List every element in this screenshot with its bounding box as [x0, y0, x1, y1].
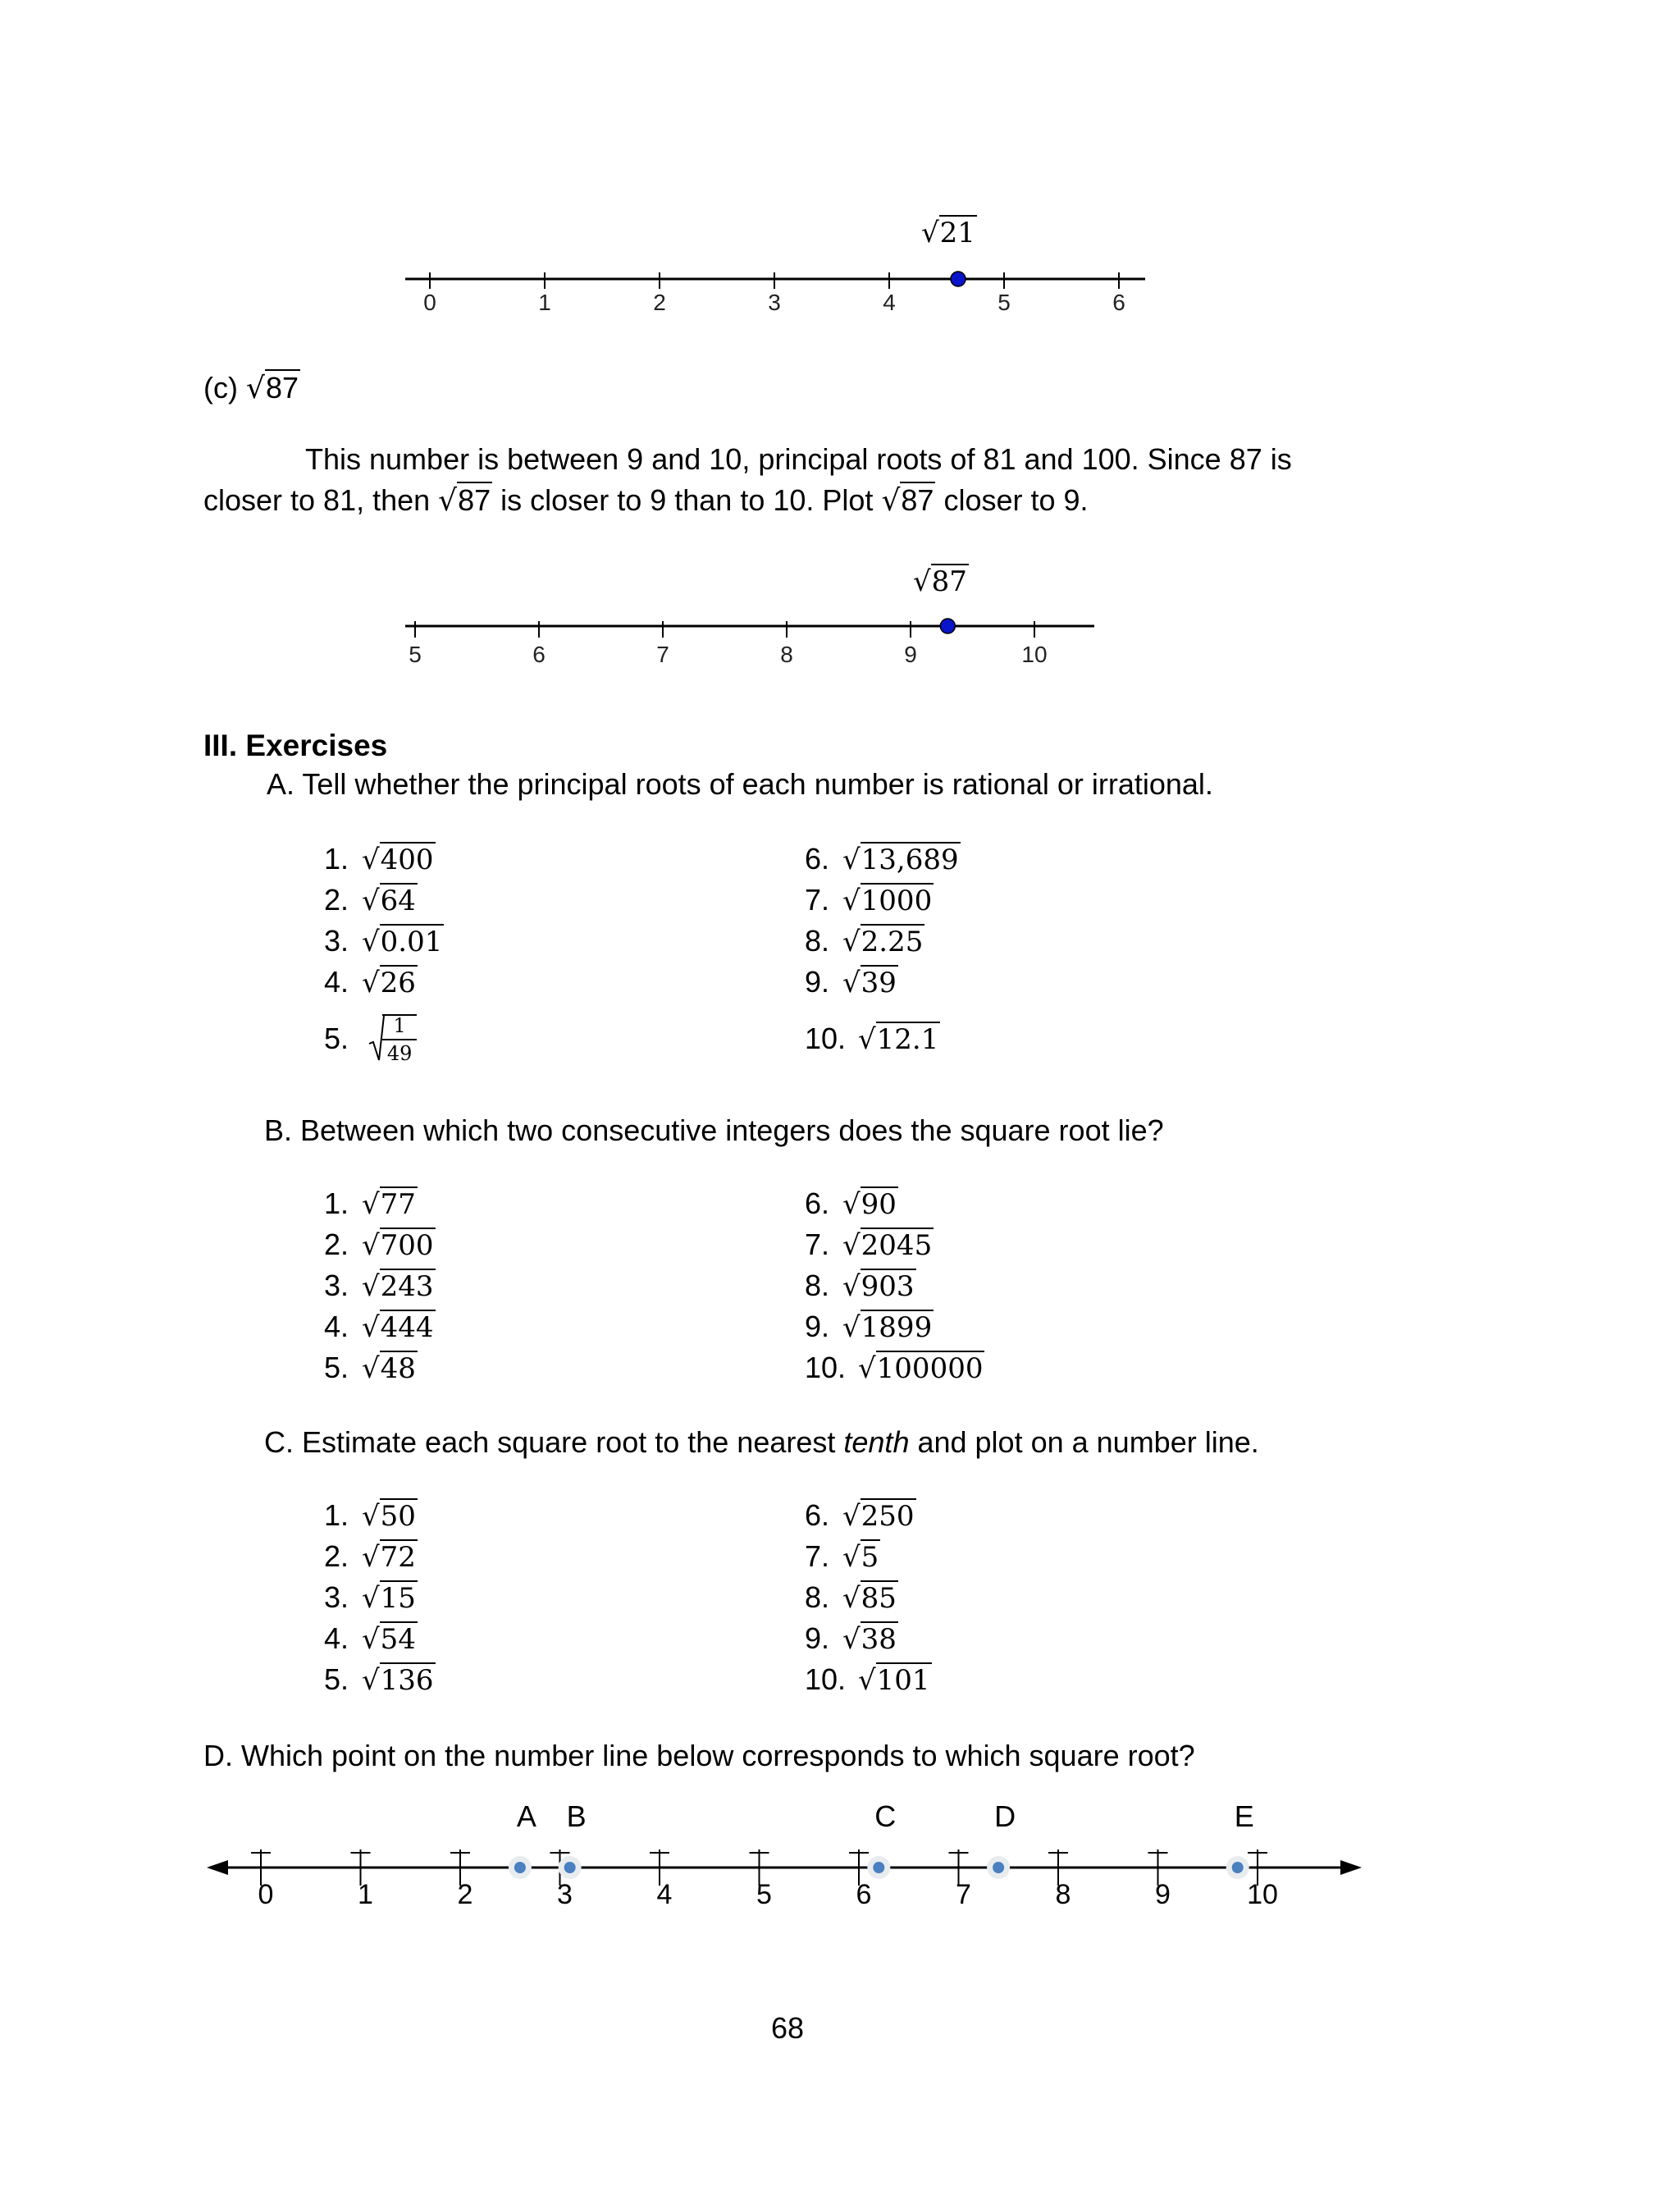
item-number: 7. — [805, 1228, 830, 1261]
radicand: 100000 — [876, 1352, 984, 1385]
item-number: 10. — [805, 1022, 847, 1055]
radicand: 15 — [380, 1582, 416, 1615]
radicand: 444 — [380, 1311, 434, 1344]
radical-sign-icon: √ — [842, 1270, 861, 1303]
tick-label: 10 — [1247, 1879, 1278, 1910]
radicand: 250 — [861, 1500, 915, 1533]
radical-sign-icon: √ — [362, 1623, 380, 1656]
radicand: 64 — [380, 885, 416, 917]
radical-sign-icon: √ — [842, 926, 861, 958]
item-number: 2. — [324, 1228, 349, 1261]
item-number: 1. — [324, 1498, 349, 1532]
exercise-item — [324, 1269, 436, 1303]
point-label: C — [874, 1799, 897, 1833]
radicand: 101 — [876, 1664, 930, 1697]
item-number: 3. — [324, 1580, 349, 1614]
section-d-instruction: D. Which point on the number line below corresponds to which square root? — [203, 1739, 1195, 1772]
item-number: 10. — [805, 1662, 847, 1696]
item-number: 4. — [324, 1310, 349, 1343]
radical-sign-icon: √ — [362, 1664, 380, 1697]
exercise-item — [324, 1498, 418, 1533]
radical-sign-icon: √ — [362, 1352, 380, 1385]
tick-label: 2 — [653, 290, 666, 315]
radical-sign-icon: √ — [858, 1023, 876, 1056]
section-a-instruction: A. Tell whether the principal roots of each number is rational or irrational. — [267, 767, 1213, 801]
tick-label: 6 — [1112, 290, 1125, 315]
radical-sign-icon: √ — [842, 1188, 861, 1221]
radical-sign-icon: √ — [842, 1311, 861, 1344]
item-number: 5. — [324, 1351, 349, 1384]
radicand: 903 — [861, 1270, 915, 1303]
exercise-item — [805, 1662, 932, 1697]
item-number: 9. — [805, 965, 830, 999]
radicand: 90 — [861, 1188, 897, 1221]
part-c-paragraph-line1: This number is between 9 and 10, principal roots of 81 and 100. Since 87 is — [305, 442, 1292, 476]
point-d — [993, 1862, 1004, 1873]
radical-sign-icon: √ — [362, 1311, 380, 1344]
radical-sign-icon: √ — [858, 1352, 876, 1385]
exercise-item — [805, 1228, 934, 1262]
item-number: 2. — [324, 883, 349, 917]
tick-label: 3 — [768, 290, 781, 315]
tick-label: 1 — [358, 1879, 373, 1910]
item-number: 1. — [324, 842, 349, 876]
exercise-item — [324, 1186, 418, 1221]
radical-sign-icon: √ — [362, 844, 380, 876]
radical-sign-icon: √ — [842, 1229, 861, 1262]
radical-sign-icon: √ — [842, 1500, 861, 1533]
radicand: 1000 — [861, 885, 933, 917]
sqrt21-point-label: √21 — [921, 217, 975, 249]
point-b — [564, 1862, 576, 1873]
exercise-item — [805, 1022, 940, 1056]
radical-sign-icon: √ — [362, 1500, 380, 1533]
tick-label: 4 — [883, 290, 896, 315]
point-label: A — [516, 1799, 536, 1833]
radicand: 1899 — [861, 1311, 933, 1344]
radical-sign-icon: √ — [362, 967, 380, 999]
radical-sign-icon: √ — [362, 1541, 380, 1574]
tick-label: 10 — [1021, 642, 1048, 667]
radicand: 26 — [380, 967, 416, 999]
radical-sign-icon: √ — [842, 1582, 861, 1615]
item-number: 4. — [324, 1621, 349, 1655]
exercise-item — [324, 883, 418, 917]
number-line-section-d — [0, 1797, 1680, 1928]
exercise-item — [324, 1580, 418, 1615]
radicand: 2045 — [861, 1229, 933, 1262]
item-number: 5. — [324, 1662, 349, 1696]
item-number: 9. — [805, 1621, 830, 1655]
item-number: 1. — [324, 1186, 349, 1220]
point-label: B — [566, 1799, 587, 1833]
radical-sign-icon: √ — [362, 885, 380, 917]
exercise-item — [324, 1662, 436, 1697]
tick-label: 1 — [538, 290, 551, 315]
exercise-item — [324, 924, 444, 958]
radicand: 39 — [861, 967, 897, 999]
item-number: 9. — [805, 1310, 830, 1343]
item-number: 8. — [805, 924, 830, 958]
tick-label: 0 — [258, 1879, 274, 1910]
plotted-point — [951, 272, 966, 286]
tick-label: 8 — [1055, 1879, 1071, 1910]
radicand: 5 — [861, 1541, 879, 1574]
exercise-item — [805, 842, 961, 876]
item-number: 4. — [324, 965, 349, 999]
item-number: 3. — [324, 924, 349, 958]
radicand: 2.25 — [861, 926, 924, 958]
section-c-instruction: C. Estimate each square root to the nearest tenth and plot on a number line. — [264, 1425, 1259, 1459]
radicand: 13,689 — [861, 844, 959, 876]
tick-label: 9 — [1155, 1879, 1171, 1910]
point-a — [514, 1862, 526, 1873]
radicand: 50 — [380, 1500, 416, 1533]
radicand: 85 — [861, 1582, 897, 1615]
sqrt87-point-label: √87 — [913, 565, 967, 598]
exercise-item — [805, 883, 934, 917]
radical-sign-icon: √ — [842, 1623, 861, 1656]
tick-label: 5 — [756, 1879, 772, 1910]
plotted-point — [940, 619, 955, 633]
radical-sign-icon: √ — [362, 926, 380, 958]
arrow-right-icon — [1340, 1860, 1362, 1875]
item-number: 7. — [805, 883, 830, 917]
radicand: 72 — [380, 1541, 416, 1574]
exercise-item — [805, 1351, 984, 1385]
tick-label: 6 — [532, 642, 546, 667]
radical-sign-icon: √ — [842, 844, 861, 876]
radicand: 0.01 — [380, 926, 443, 958]
number-line-sqrt21 — [0, 0, 1680, 345]
radicand: 38 — [861, 1623, 897, 1656]
item-number: 3. — [324, 1269, 349, 1302]
exercise-item — [324, 1621, 418, 1656]
radicand: 136 — [380, 1664, 434, 1697]
tick-label: 7 — [956, 1879, 971, 1910]
item-number: 6. — [805, 1498, 830, 1532]
radical-sign-icon: √ — [842, 885, 861, 917]
radical-sign-icon: √ — [362, 1270, 380, 1303]
tick-label: 4 — [656, 1879, 673, 1910]
tick-label: 0 — [423, 290, 436, 315]
tick-label: 5 — [998, 290, 1011, 315]
point-e — [1232, 1862, 1244, 1873]
tick-label: 5 — [409, 642, 422, 667]
radicand: 12.1 — [876, 1023, 939, 1056]
radicand: 700 — [380, 1229, 434, 1262]
radical-sign-icon: √ — [858, 1664, 876, 1697]
tick-label: 7 — [656, 642, 669, 667]
radicand: 243 — [380, 1270, 434, 1303]
point-label: D — [994, 1799, 1016, 1833]
exercise-item — [324, 1539, 418, 1574]
number-line-sqrt87 — [0, 558, 1680, 689]
exercise-item — [805, 1580, 898, 1615]
part-c-label: (c) √87 — [203, 371, 299, 405]
section-a-item-5: 5. $\frac{1}{49}$ — [324, 1014, 417, 1063]
radical-sign-icon: √ — [362, 1229, 380, 1262]
radical-sign-icon: √ — [362, 1582, 380, 1615]
exercise-item — [324, 1310, 436, 1344]
tick-label: 9 — [904, 642, 917, 667]
exercise-item — [324, 1228, 436, 1262]
exercises-heading: III. Exercises — [203, 729, 388, 762]
tick-label: 8 — [780, 642, 793, 667]
radical-sign-icon: √ — [842, 967, 861, 999]
tick-label: 6 — [856, 1879, 872, 1910]
exercise-item — [324, 965, 418, 999]
radicand: 400 — [380, 844, 434, 876]
item-number: 7. — [805, 1539, 830, 1573]
item-number: 6. — [805, 1186, 830, 1220]
exercise-item — [324, 1351, 418, 1385]
arrow-left-icon — [207, 1860, 228, 1875]
exercise-item — [805, 1498, 916, 1533]
exercise-item — [805, 965, 898, 999]
tick-label: 2 — [457, 1879, 473, 1910]
exercise-item — [805, 924, 924, 958]
radical-sign-icon: √ — [842, 1541, 861, 1574]
point-c — [873, 1862, 884, 1873]
exercise-item — [805, 1269, 916, 1303]
exercise-item — [805, 1310, 934, 1344]
item-number: 8. — [805, 1269, 830, 1302]
radicand: 54 — [380, 1623, 416, 1656]
radical-sign-icon: √ — [362, 1188, 380, 1221]
page-number: 68 — [771, 2011, 805, 2045]
point-label: E — [1234, 1799, 1254, 1833]
section-b-instruction: B. Between which two consecutive integers does the square root lie? — [264, 1113, 1164, 1147]
item-number: 6. — [805, 842, 830, 876]
radicand: 77 — [380, 1188, 416, 1221]
item-number: 2. — [324, 1539, 349, 1573]
exercise-item — [324, 842, 436, 876]
exercise-item — [805, 1186, 898, 1221]
item-number: 8. — [805, 1580, 830, 1614]
tick-label: 3 — [557, 1879, 573, 1910]
exercise-item — [805, 1539, 880, 1574]
item-number: 10. — [805, 1351, 847, 1384]
radicand: 48 — [380, 1352, 416, 1385]
exercise-item — [805, 1621, 898, 1656]
part-c-paragraph-line2: closer to 81, then √87 is closer to 9 than to 10. Plot √87 closer to 9. — [203, 483, 1089, 518]
